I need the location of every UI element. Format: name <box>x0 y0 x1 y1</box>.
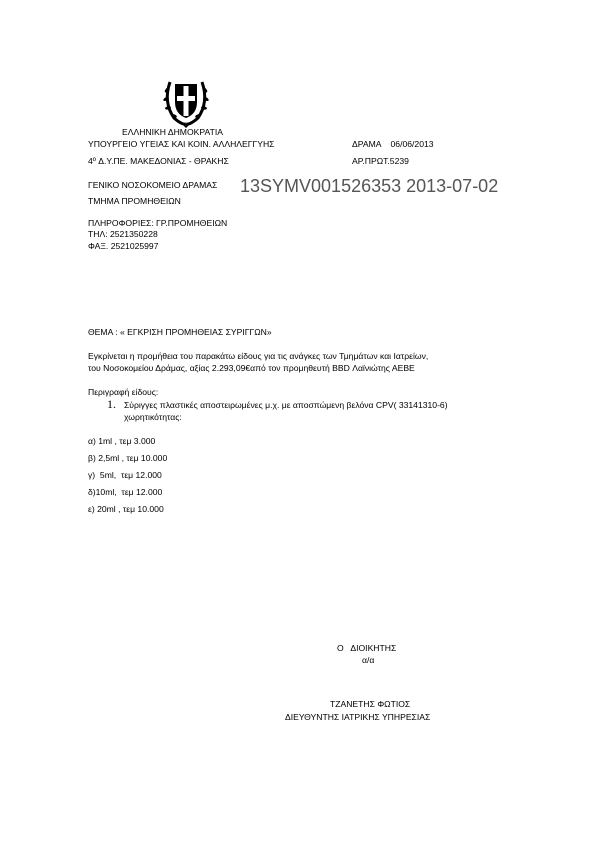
list-item: δ)10ml, τεμ 12.000 <box>88 487 163 497</box>
signatory-title: ΔΙΕΥΘΥΝΤΗΣ ΙΑΤΡΙΚΗΣ ΥΠΗΡΕΣΙΑΣ <box>285 712 431 722</box>
body-text-line-1: Εγκρίνεται η προμήθεια του παρακάτω είδους για τις ανάγκες των Τμημάτων και Ιατρείων, <box>88 351 429 361</box>
place-date: ΔΡΑΜΑ 06/06/2013 <box>352 139 434 149</box>
phone-number: ΤΗΛ: 2521350228 <box>88 229 158 239</box>
item-description-line-2: χωρητικότητας: <box>124 412 182 422</box>
protocol-number: ΑΡ.ΠΡΩΤ.5239 <box>352 156 409 166</box>
item-number: 1. <box>107 397 116 411</box>
list-item: γ) 5ml, τεμ 12.000 <box>88 470 162 480</box>
item-description-line-1: Σύριγγες πλαστικές αποστειρωμένες μ.χ. με αποσπώμενη βελόνα CPV( 33141310-6) <box>124 400 448 410</box>
signature-role: Ο ΔΙΟΙΚΗΤΗΣ <box>337 643 397 653</box>
contact-info: ΠΛΗΡΟΦΟΡΙΕΣ: ΓΡ.ΠΡΟΜΗΘΕΙΩΝ <box>88 218 228 228</box>
body-text-line-2: του Νοσοκομείου Δράμας, αξίας 2.293,09€από τον προμηθευτή BBD Λαϊνιώτης ΑΕΒΕ <box>88 363 415 373</box>
description-label: Περιγραφή είδους: <box>88 387 159 397</box>
list-item: ε) 20ml , τεμ 10.000 <box>88 504 164 514</box>
department-name: ΤΜΗΜΑ ΠΡΟΜΗΘΕΙΩΝ <box>88 196 181 206</box>
subject-line: ΘΕΜΑ : « ΕΓΚΡΙΣΗ ΠΡΟΜΗΘΕΙΑΣ ΣΥΡΙΓΓΩΝ» <box>88 327 272 337</box>
list-item: α) 1ml , τεμ 3.000 <box>88 436 156 446</box>
hospital-name: ΓΕΝΙΚΟ ΝΟΣΟΚΟΜΕΙΟ ΔΡΑΜΑΣ <box>88 180 218 190</box>
greek-state-emblem-icon <box>160 72 212 128</box>
registration-stamp: 13SYMV001526353 2013-07-02 <box>240 176 499 196</box>
fax-number: ΦΑΞ. 2521025997 <box>88 241 159 251</box>
signature-on-behalf: α/α <box>362 655 375 665</box>
signatory-name: ΤΖΑΝΕΤΗΣ ΦΩΤΙΟΣ <box>330 699 411 709</box>
list-item: β) 2,5ml , τεμ 10.000 <box>88 453 168 463</box>
health-region: 4º Δ.Υ.ΠΕ. ΜΑΚΕΔΟΝΙΑΣ - ΘΡΑΚΗΣ <box>88 156 229 166</box>
ministry-name: ΥΠΟΥΡΓΕΙΟ ΥΓΕΙΑΣ ΚΑΙ ΚΟΙΝ. ΑΛΛΗΛΕΓΓΥΗΣ <box>88 139 275 149</box>
country-name: ΕΛΛΗΝΙΚΗ ΔΗΜΟΚΡΑΤΙΑ <box>122 127 223 137</box>
